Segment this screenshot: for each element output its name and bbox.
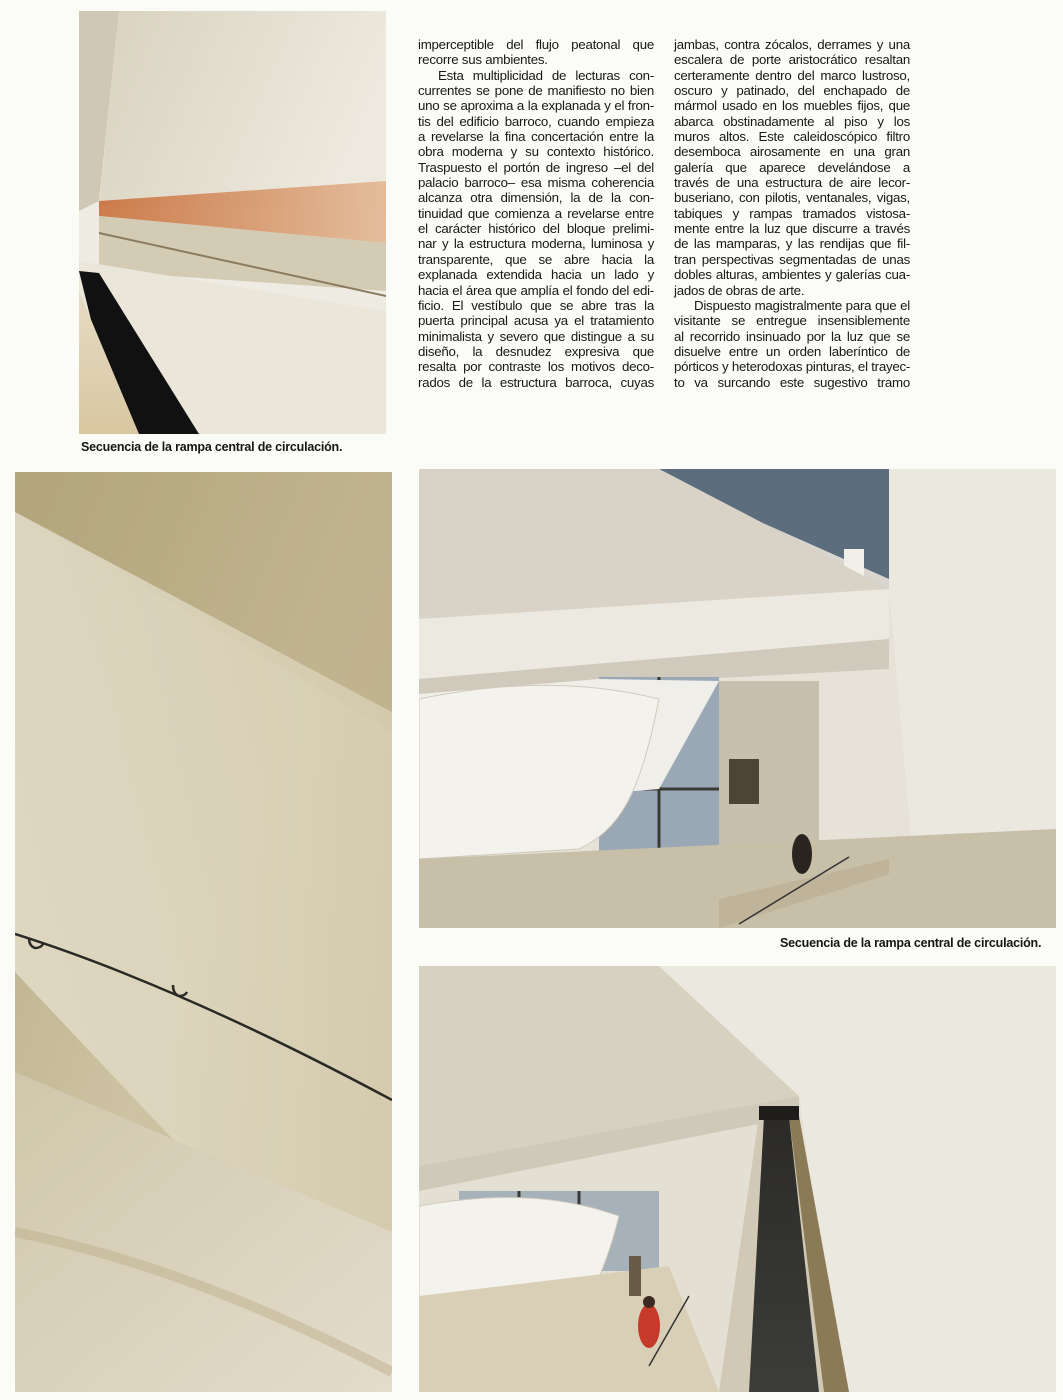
photo-wall-handrail [15, 472, 392, 1392]
text-line: Dispuesto magistralmente para que el [694, 297, 910, 313]
text-line: rados de la estructura barroca, cuyas [418, 374, 654, 390]
text-line: buseriano, con pilotis, ventanales, vigas, [674, 190, 910, 206]
text-line: de las mamparas, y las rendijas que fil- [674, 236, 910, 252]
text-line: tinuidad que comienza a revelarse entre [418, 205, 654, 221]
text-line: minimalista y severo que distingue a su [418, 328, 654, 344]
text-line: galería que aparece develándose a [674, 159, 910, 175]
text-line: obra moderna y su contexto histórico. [418, 144, 654, 160]
text-line: imperceptible del flujo peatonal que [418, 37, 654, 52]
text-line: nar y la estructura moderna, luminosa y [418, 236, 654, 252]
caption-mid-right: Secuencia de la rampa central de circulación. [780, 936, 1042, 950]
text-line: to va surcando este sugestivo tramo [674, 374, 910, 390]
text-line: explanada extendida hacia un lado y [418, 267, 654, 283]
text-line: Esta multiplicidad de lecturas con- [438, 67, 654, 83]
text-line: alcanza otra dimensión, la de la con- [418, 190, 654, 206]
text-line: currentes se pone de manifiesto no bien [418, 83, 654, 99]
text-line: abarca obstinadamente al piso y los [674, 113, 910, 129]
text-line: palacio barroco– esa misma coherencia [418, 175, 654, 191]
text-column-right [674, 37, 910, 390]
text-line: tis del edificio barroco, cuando empieza [418, 113, 654, 129]
text-line: resalta por contraste los motivos deco- [418, 359, 654, 375]
text-line: ficio. El vestíbulo que se abre tras la [418, 297, 654, 313]
text-line: través de una estructura de aire lecor- [674, 175, 910, 191]
text-line: desemboca airosamente en una gran [674, 144, 910, 160]
text-line: mármol usado en los muebles fijos, que [674, 98, 910, 114]
text-line: Traspuesto el portón de ingreso –el del [418, 159, 654, 175]
text-line: muros altos. Este caleidoscópico filtro [674, 129, 910, 145]
text-line: puerta principal acusa ya el tratamiento [418, 313, 654, 329]
text-line: disuelve entre un orden laberíntico de [674, 343, 910, 359]
text-line: a revelarse la fina concertación entre la [418, 129, 654, 145]
text-line: certeramente dentro del marco lustroso, [674, 67, 910, 83]
text-line: visitante se entregue insensiblemente [674, 313, 910, 329]
text-line: al recorrido insinuado por la luz que se [674, 328, 910, 344]
text-line: jados de obras de arte. [674, 282, 805, 298]
text-line: mente entre la luz que discurre a través [674, 221, 910, 237]
text-line: hacia el área que amplía el fondo del edi- [418, 282, 654, 298]
photo-ramp-corridor [79, 11, 386, 434]
text-line: pórticos y heterodoxas pinturas, el trayec- [674, 359, 911, 375]
caption-top-left: Secuencia de la rampa central de circulación. [81, 440, 343, 454]
text-line: dobles alturas, ambientes y galerías cua- [674, 267, 910, 283]
text-line: recorre sus ambientes. [418, 52, 548, 68]
text-line: uno se aproxima a la explanada y el fron- [418, 98, 654, 114]
text-line: el carácter histórico del bloque prelimi- [418, 221, 654, 237]
text-line: diseño, la desnudez expresiva que [418, 343, 654, 359]
photo-ramp-descending [419, 966, 1056, 1392]
text-line: tabiques y rampas tramados vistosa- [674, 205, 910, 221]
photo-gallery-ramp-window [419, 469, 1056, 928]
text-column-middle [418, 37, 654, 390]
text-line: oscuro y patinado, del enchapado de [674, 83, 910, 99]
text-line: escalera de porte aristocrático resaltan [674, 52, 910, 68]
text-line: tran perspectivas segmentadas de unas [674, 251, 910, 267]
text-line: transparente, que se abre hacia la [418, 251, 654, 267]
text-line: jambas, contra zócalos, derrames y una [674, 37, 910, 52]
